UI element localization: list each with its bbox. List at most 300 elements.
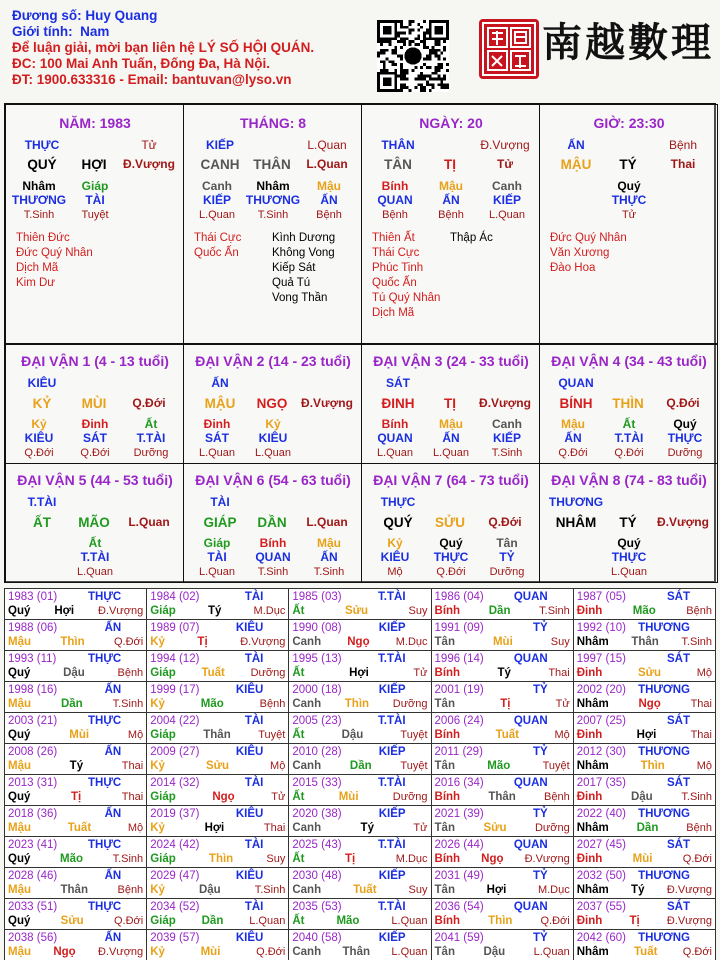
year-label: 2007 (25) — [576, 715, 626, 727]
year-branch: Mùi — [69, 729, 90, 741]
hidden-stage: Bệnh — [316, 209, 342, 221]
year-stem: Ất — [292, 853, 305, 865]
year-label: 2035 (53) — [292, 901, 342, 913]
year-cell — [289, 744, 431, 775]
year-label: 2006 (24) — [434, 715, 484, 727]
year-cell — [573, 868, 715, 899]
star-name: Đức Quý Nhân — [550, 232, 627, 244]
year-label: 2005 (23) — [292, 715, 342, 727]
pillar-title: NĂM: 1983 — [59, 115, 131, 131]
year-stem: Canh — [292, 822, 322, 834]
year-cell — [573, 806, 715, 837]
star-name: Kim Dư — [16, 277, 56, 289]
year-label: 1990 (08) — [292, 622, 342, 634]
year-branch: Thân — [631, 636, 659, 648]
pillar-title: THÁNG: 8 — [239, 115, 307, 131]
year-branch: Thân — [203, 729, 231, 741]
hidden-ten-god: T.TÀI — [136, 431, 166, 445]
hidden-stage: L.Quan — [488, 209, 526, 221]
year-branch: Tý — [360, 822, 374, 834]
contact-invite: Để luận giải, mời bạn liên hệ LÝ SỐ HỘI QUÁN. — [12, 40, 315, 55]
year-stem: Ất — [292, 915, 305, 927]
hidden-stem: Mậu — [439, 417, 463, 431]
year-branch: Dần — [60, 698, 83, 710]
year-stage: T.Sinh — [254, 884, 286, 896]
year-ten-god: ẤN — [104, 808, 122, 820]
hidden-ten-god: ẤN — [320, 550, 338, 564]
table-row — [5, 682, 716, 713]
year-stage: Mộ — [696, 760, 712, 772]
year-label: 2018 (36) — [8, 808, 58, 820]
year-branch: Thìn — [640, 760, 665, 772]
year-branch: Mùi — [492, 636, 513, 648]
year-ten-god: SÁT — [667, 777, 690, 789]
year-stage: M.Dục — [253, 605, 286, 617]
year-ten-god: KIẾP — [378, 808, 406, 820]
year-cell — [289, 651, 431, 682]
year-stem: Kỷ — [150, 822, 165, 834]
year-branch: Dậu — [63, 667, 85, 679]
hidden-ten-god: ẤN — [320, 193, 338, 207]
hidden-stage: T.Sinh — [491, 447, 523, 459]
year-branch: Tị — [197, 636, 208, 648]
hidden-ten-god: KIÊU — [24, 431, 54, 445]
year-stage: Mộ — [127, 822, 144, 834]
hidden-stage: T.Sinh — [23, 209, 55, 221]
gender-label: Giới tính: — [12, 24, 73, 39]
year-stage: T.Sinh — [112, 853, 144, 865]
year-cell — [431, 651, 573, 682]
hidden-stem: Bính — [381, 417, 409, 431]
hidden-ten-god: KIẾP — [492, 431, 521, 445]
table-row — [5, 775, 716, 806]
year-branch: Mão — [487, 760, 511, 772]
year-branch: Mùi — [200, 946, 221, 958]
year-ten-god: TÀI — [244, 777, 264, 789]
year-stage: M.Dục — [395, 636, 428, 648]
year-label: 2013 (31) — [8, 777, 58, 789]
luck-ten-god: KIÊU — [27, 376, 57, 390]
annual-pillars-table — [4, 588, 716, 960]
year-stem: Canh — [292, 636, 322, 648]
year-branch: Hợi — [204, 822, 225, 834]
pillar-stage: Tử — [141, 138, 157, 152]
year-branch: Thân — [488, 791, 516, 803]
year-cell — [5, 620, 147, 651]
year-cell — [289, 589, 431, 620]
luck-pillar-cell — [183, 344, 362, 464]
year-cell — [431, 930, 573, 960]
pillar-ten-god: ẤN — [567, 138, 585, 152]
year-label: 2015 (33) — [292, 777, 342, 789]
table-row — [5, 806, 716, 837]
luck-branch-stage: L.Quan — [128, 515, 170, 529]
year-cell — [147, 930, 289, 960]
pillar-ten-god: THỰC — [24, 138, 60, 152]
luck-branch: TÝ — [619, 515, 637, 530]
year-stem: Giáp — [150, 605, 176, 617]
year-ten-god: T.TÀI — [378, 591, 406, 603]
year-stage: Tử — [413, 667, 428, 679]
year-stage: Dưỡng — [250, 667, 286, 679]
year-label: 2021 (39) — [434, 808, 484, 820]
hidden-stage: Dưỡng — [133, 447, 169, 459]
year-ten-god: SÁT — [667, 839, 690, 851]
pillar-stage: Đ.Vượng — [480, 138, 530, 152]
year-ten-god: TỶ — [533, 808, 548, 820]
year-cell — [289, 899, 431, 930]
contact-address: ĐC: 100 Mai Anh Tuấn, Đống Đa, Hà Nội. — [12, 56, 271, 71]
year-stage: L.Quan — [391, 946, 428, 958]
star-list — [550, 231, 627, 276]
year-label: 2000 (18) — [292, 684, 342, 696]
year-cell — [431, 868, 573, 899]
red-seal-stamp-icon — [478, 18, 540, 80]
year-cell — [289, 868, 431, 899]
year-stem: Canh — [292, 698, 322, 710]
luck-pillar-title: ĐẠI VẬN 8 (74 - 83 tuổi) — [551, 472, 707, 488]
year-ten-god: TÀI — [244, 901, 264, 913]
luck-pillar-cell — [5, 344, 184, 464]
hidden-ten-god: KIÊU — [258, 431, 288, 445]
hidden-ten-god: THỰC — [433, 550, 469, 564]
year-cell — [573, 651, 715, 682]
year-stem: Giáp — [150, 853, 176, 865]
year-cell — [147, 868, 289, 899]
year-branch: Ngọ — [212, 791, 235, 803]
year-label: 2042 (60) — [576, 932, 626, 944]
hidden-stem: Đinh — [203, 417, 231, 431]
star-list — [272, 231, 335, 306]
year-ten-god: TÀI — [244, 653, 264, 665]
luck-branch-stage: Đ.Vượng — [657, 515, 709, 529]
year-ten-god: KIẾP — [378, 684, 406, 696]
year-ten-god: KIÊU — [235, 932, 264, 944]
pillar-stem: MẬU — [560, 157, 592, 172]
luck-stem: BÍNH — [559, 396, 593, 411]
year-stage: Thai — [548, 667, 570, 679]
luck-pillar-cell — [361, 344, 540, 464]
star-name: Dịch Mã — [372, 307, 415, 319]
year-branch: Mùi — [338, 791, 359, 803]
year-stage: Thai — [690, 698, 712, 710]
year-stage: Mộ — [696, 667, 712, 679]
hidden-ten-god: QUAN — [377, 193, 413, 207]
year-branch: Sửu — [345, 605, 369, 617]
hidden-stage: L.Quan — [610, 566, 648, 578]
year-branch: Dậu — [483, 946, 506, 958]
year-label: 2010 (28) — [292, 746, 342, 758]
luck-pillar-cell — [539, 344, 718, 464]
year-cell — [5, 837, 147, 868]
year-stage: Đ.Vượng — [98, 946, 144, 958]
year-stem: Kỷ — [150, 636, 165, 648]
pillar-stem: TÂN — [384, 157, 412, 172]
year-stage: Bệnh — [117, 884, 144, 896]
hidden-ten-god: THỰC — [611, 193, 647, 207]
hidden-stem: Tân — [496, 536, 518, 550]
luck-branch-stage: Đ.Vượng — [479, 396, 531, 410]
luck-branch: MÙI — [81, 396, 107, 411]
year-label: 1991 (09) — [434, 622, 484, 634]
year-label: 1985 (03) — [292, 591, 342, 603]
year-stem: Quý — [8, 915, 31, 927]
year-ten-god: KIẾP — [378, 746, 406, 758]
year-ten-god: THỰC — [88, 591, 122, 603]
year-label: 1986 (04) — [434, 591, 484, 603]
year-stage: Đ.Vượng — [98, 605, 144, 617]
year-branch: Hợi — [486, 884, 507, 896]
year-label: 2016 (34) — [434, 777, 484, 789]
year-ten-god: KIÊU — [235, 746, 264, 758]
hidden-stem: Ất — [88, 536, 102, 550]
year-ten-god: THƯƠNG — [638, 684, 690, 696]
year-ten-god: KIẾP — [378, 622, 406, 634]
year-cell — [147, 899, 289, 930]
year-label: 2031 (49) — [434, 870, 484, 882]
year-cell — [573, 713, 715, 744]
year-cell — [5, 775, 147, 806]
hidden-stem: Quý — [617, 536, 641, 550]
star-name: Thiên Ất — [372, 232, 415, 244]
year-stem: Bính — [434, 605, 461, 617]
year-stem: Canh — [292, 884, 322, 896]
year-branch: Sửu — [483, 822, 507, 834]
year-label: 1983 (01) — [8, 591, 58, 603]
year-stem: Bính — [434, 791, 461, 803]
luck-pillar-cell — [361, 463, 540, 583]
star-name: Quốc Ấn — [372, 277, 417, 289]
year-label: 1995 (13) — [292, 653, 342, 665]
year-stage: Thai — [263, 822, 286, 834]
year-branch: Tuất — [495, 729, 519, 741]
year-cell — [5, 899, 147, 930]
year-label: 1994 (12) — [150, 653, 200, 665]
year-stem: Nhâm — [576, 760, 609, 772]
year-stem: Quý — [8, 667, 31, 679]
star-name: Đức Quý Nhân — [16, 247, 93, 259]
year-stage: Mộ — [127, 729, 144, 741]
pillar-branch-stage: Tử — [496, 157, 514, 171]
hidden-stem: Kỷ — [31, 417, 47, 431]
year-label: 1997 (15) — [576, 653, 626, 665]
star-name: Thái Cực — [194, 232, 242, 244]
luck-stem: QUÝ — [383, 515, 413, 530]
pillar-branch-stage: Đ.Vượng — [123, 157, 175, 171]
luck-pillar-title: ĐẠI VẬN 5 (44 - 53 tuổi) — [17, 472, 173, 488]
year-ten-god: SÁT — [667, 715, 690, 727]
star-name: Quốc Ấn — [194, 247, 239, 259]
year-branch: Thìn — [60, 636, 85, 648]
year-branch: Dậu — [630, 791, 653, 803]
hidden-stage: Q.Đới — [436, 566, 466, 578]
owner-name: Huy Quang — [85, 8, 158, 23]
year-label: 1998 (16) — [8, 684, 58, 696]
luck-pillar-title: ĐẠI VẬN 3 (24 - 33 tuổi) — [373, 353, 529, 369]
luck-pillar-title: ĐẠI VẬN 7 (64 - 73 tuổi) — [373, 472, 529, 488]
pillar-title: NGÀY: 20 — [419, 115, 483, 131]
luck-branch-stage: L.Quan — [306, 515, 348, 529]
year-label: 2025 (43) — [292, 839, 342, 851]
hidden-ten-god: T.TÀI — [614, 431, 644, 445]
year-branch: Hợi — [636, 729, 657, 741]
year-label: 2036 (54) — [434, 901, 484, 913]
year-ten-god: ẤN — [104, 746, 122, 758]
year-cell — [147, 744, 289, 775]
year-stem: Giáp — [150, 791, 176, 803]
year-label: 2039 (57) — [150, 932, 200, 944]
year-stem: Mậu — [8, 884, 31, 896]
year-ten-god: ẤN — [104, 684, 122, 696]
year-branch: Tị — [629, 915, 640, 927]
brand-logo-text: 南越數理 — [542, 19, 714, 66]
year-label: 2041 (59) — [434, 932, 484, 944]
year-ten-god: TÀI — [244, 715, 264, 727]
year-stem: Tân — [434, 946, 455, 958]
year-branch: Tý — [631, 884, 645, 896]
year-ten-god: KIẾP — [378, 932, 406, 944]
year-stem: Bính — [434, 915, 461, 927]
year-stage: Tuyệt — [400, 760, 428, 772]
year-ten-god: KIÊU — [235, 684, 264, 696]
year-cell — [147, 620, 289, 651]
year-stem: Quý — [8, 729, 31, 741]
pillar-branch: TÝ — [619, 157, 637, 172]
year-ten-god: THỰC — [88, 715, 122, 727]
year-branch: Thân — [60, 884, 88, 896]
year-cell — [431, 713, 573, 744]
year-branch: Tuất — [67, 822, 92, 834]
year-ten-god: THỰC — [88, 901, 122, 913]
year-ten-god: TỶ — [533, 684, 548, 696]
star-name: Đào Hoa — [550, 262, 596, 274]
year-stem: Bính — [434, 729, 461, 741]
year-stage: Đ.Vượng — [524, 853, 570, 865]
year-stem: Mậu — [8, 698, 31, 710]
year-stem: Nhâm — [576, 946, 609, 958]
year-label: 2011 (29) — [434, 746, 483, 758]
year-branch: Hợi — [54, 605, 75, 617]
year-branch: Mão — [336, 915, 360, 927]
year-label: 2012 (30) — [576, 746, 626, 758]
year-stage: Suy — [550, 636, 570, 648]
year-stage: Bệnh — [544, 791, 570, 803]
year-ten-god: TỶ — [533, 870, 548, 882]
luck-branch: THÌN — [612, 396, 644, 411]
hidden-stage: Tuyệt — [81, 209, 109, 221]
bazi-chart — [4, 103, 716, 583]
star-name: Phúc Tinh — [372, 262, 424, 274]
year-stem: Đinh — [576, 605, 603, 617]
year-stem: Tân — [434, 760, 455, 772]
year-stem: Bính — [434, 853, 461, 865]
year-stem: Đinh — [576, 667, 603, 679]
year-branch: Dần — [636, 822, 659, 834]
year-ten-god: THƯƠNG — [638, 870, 690, 882]
hidden-ten-god: SÁT — [205, 431, 229, 445]
year-stage: Dưỡng — [534, 822, 570, 834]
year-branch: Thìn — [344, 698, 370, 710]
year-label: 1984 (02) — [150, 591, 200, 603]
year-branch: Thân — [342, 946, 370, 958]
year-ten-god: QUAN — [513, 839, 548, 851]
year-stage: Dưỡng — [392, 698, 428, 710]
year-ten-god: T.TÀI — [378, 653, 406, 665]
year-ten-god: TỶ — [533, 932, 548, 944]
year-stem: Ất — [292, 605, 305, 617]
hidden-ten-god: ẤN — [564, 431, 582, 445]
year-branch: Tuất — [353, 884, 377, 896]
hidden-stem: Quý — [673, 417, 697, 431]
year-stem: Mậu — [8, 636, 31, 648]
hidden-stem: Đinh — [81, 417, 109, 431]
hidden-stage: L.Quan — [432, 447, 470, 459]
year-ten-god: TÀI — [244, 591, 264, 603]
year-branch: Tuất — [201, 667, 225, 679]
year-ten-god: QUAN — [513, 591, 548, 603]
year-stage: Bệnh — [686, 822, 712, 834]
year-cell — [147, 837, 289, 868]
year-stage: Tuyệt — [258, 729, 286, 741]
luck-branch-stage: Q.Đới — [666, 396, 700, 410]
star-list — [194, 231, 241, 261]
star-name: Văn Xương — [550, 247, 610, 259]
year-ten-god: T.TÀI — [378, 901, 406, 913]
pillar-title: GIỜ: 23:30 — [593, 115, 665, 131]
year-cell — [5, 589, 147, 620]
luck-pillar-title: ĐẠI VẬN 1 (4 - 13 tuổi) — [21, 353, 169, 369]
year-branch: Hợi — [349, 667, 369, 679]
year-ten-god: QUAN — [513, 777, 548, 789]
year-stem: Ất — [292, 667, 305, 679]
pillar-stem: CANH — [200, 157, 240, 172]
luck-pillar-title: ĐẠI VẬN 6 (54 - 63 tuổi) — [195, 472, 351, 488]
hidden-stem: Quý — [439, 536, 463, 550]
hidden-ten-god: ẤN — [442, 431, 460, 445]
year-cell — [147, 806, 289, 837]
year-stage: T.Sinh — [681, 791, 712, 803]
hidden-stem: Nhâm — [256, 179, 290, 193]
hidden-stage: L.Quan — [376, 447, 414, 459]
year-label: 2014 (32) — [150, 777, 200, 789]
pillar-branch: TỊ — [444, 157, 456, 172]
star-name: Thiên Đức — [16, 232, 70, 244]
hidden-stage: L.Quan — [198, 447, 236, 459]
year-cell — [573, 620, 715, 651]
luck-ten-god: QUAN — [558, 376, 594, 390]
hidden-stem: Mậu — [561, 417, 585, 431]
table-row — [5, 589, 716, 620]
luck-branch: DẦN — [257, 515, 287, 530]
year-stage: Tuyệt — [400, 729, 428, 741]
year-stem: Kỷ — [150, 946, 165, 958]
year-branch: Tuất — [634, 946, 658, 958]
year-label: 2002 (20) — [576, 684, 626, 696]
star-name: Tú Quý Nhân — [372, 292, 441, 304]
year-cell — [289, 682, 431, 713]
hidden-stage: Dưỡng — [489, 566, 525, 578]
year-stage: Thai — [121, 791, 144, 803]
pillar-stage: L.Quan — [307, 138, 347, 152]
year-stem: Canh — [292, 946, 322, 958]
hidden-stem: Canh — [492, 179, 522, 193]
year-label: 1999 (17) — [150, 684, 200, 696]
contact-phone-email: ĐT: 1900.633316 - Email: bantuvan@lyso.vn — [12, 72, 292, 87]
year-stem: Tân — [434, 636, 455, 648]
pillar-stage: Bệnh — [668, 138, 698, 152]
year-branch: Tý — [497, 667, 511, 679]
year-label: 2001 (19) — [434, 684, 484, 696]
